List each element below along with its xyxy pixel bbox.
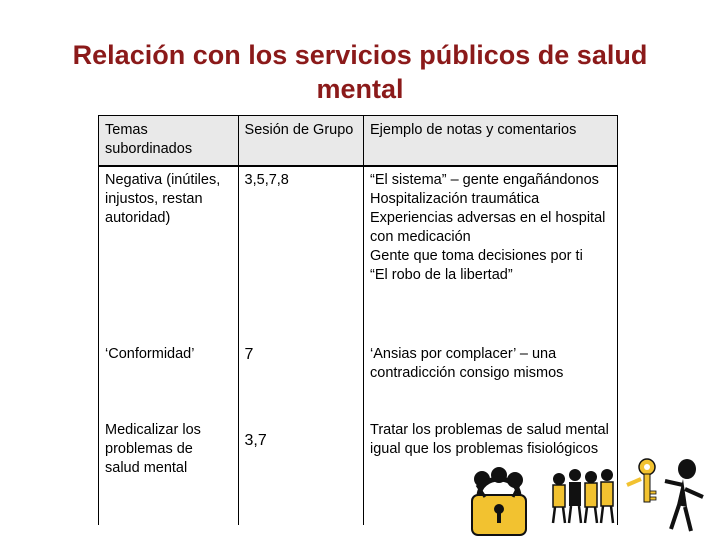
cell-tema: Medicalizar los problemas de salud mental [99, 409, 239, 525]
page-title: Relación con los servicios públicos de salud mental [72, 40, 648, 104]
note-line: “El sistema” – gente engañándonos [370, 172, 599, 188]
cell-tema: Negativa (inútiles, injustos, restan autoridad) [99, 166, 239, 337]
cell-sesion: 7 [238, 337, 363, 409]
group-of-people-icon [553, 469, 613, 523]
header-sesion: Sesión de Grupo [238, 116, 363, 167]
note-line: “El robo de la libertad” [370, 267, 513, 283]
key-icon [627, 459, 656, 502]
padlock-group-icon [472, 467, 526, 535]
cell-tema: ‘Conformidad’ [99, 337, 239, 409]
header-temas: Temas subordinados [99, 116, 239, 167]
header-ejemplo: Ejemplo de notas y comentarios [364, 116, 618, 167]
table-row [99, 166, 618, 337]
table-row [99, 337, 618, 409]
note-line: Gente que toma decisiones por ti [370, 248, 583, 264]
stick-figure-icon [665, 459, 703, 531]
clipart-illustration [455, 445, 720, 540]
note-line: Experiencias adversas en el hospital con medicación [370, 210, 606, 245]
cell-ejemplo [364, 337, 618, 409]
note-line: Hospitalización traumática [370, 191, 540, 207]
cell-sesion: 3,5,7,8 [238, 166, 363, 337]
cell-sesion: 3,7 [238, 409, 363, 525]
cell-ejemplo [364, 166, 618, 337]
note-line: Tratar los problemas de salud mental igual que los problemas fisiológicos [370, 422, 609, 457]
note-line: ‘Ansias por complacer’ – una contradicción consigo mismos [370, 346, 564, 381]
table-header-row [99, 116, 618, 167]
